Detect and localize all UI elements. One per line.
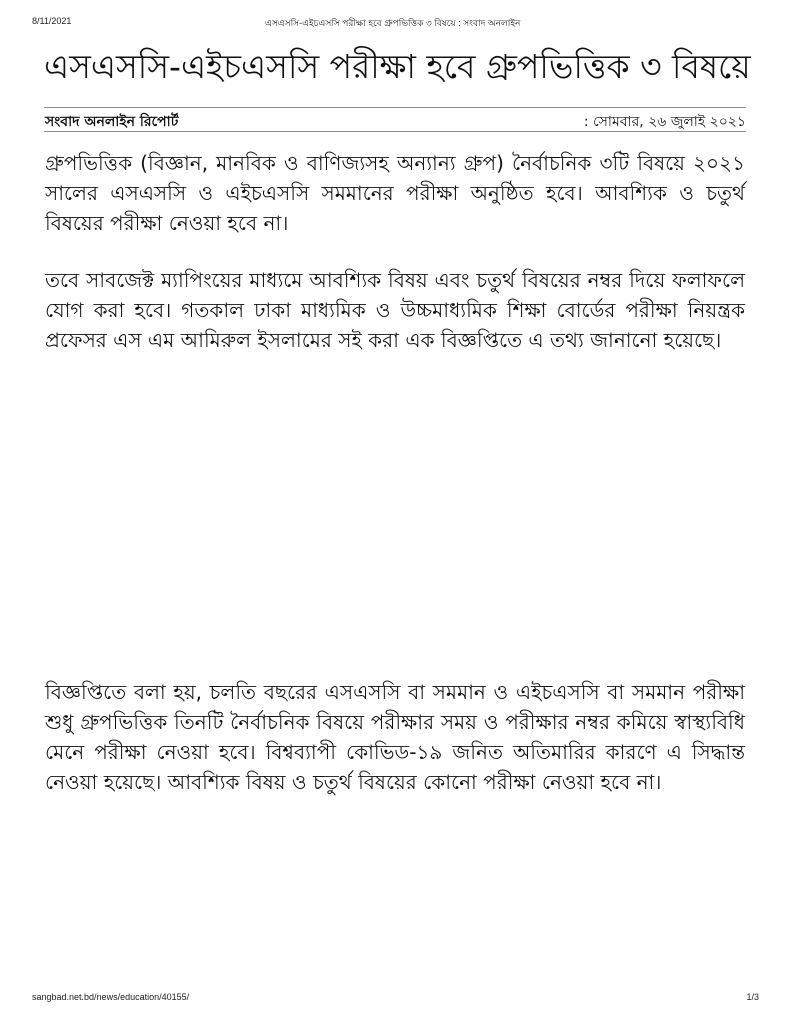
article-date: : সোমবার, ২৬ জুলাই ২০২১ (583, 114, 746, 130)
article-paragraph: গ্রুপভিত্তিক (বিজ্ঞান, মানবিক ও বাণিজ্যসহ অন্যান্য গ্রুপ) নৈর্বাচনিক ৩টি বিষয়ে ২০২১ সালের এসএসসি ও এইচএসসি সমমানের পরীক্ষা অনুষ্ঠিত হবে। আবশ্যিক ও চতুর্থ বিষয়ের পরীক্ষা নেওয়া হবে না। (45, 151, 745, 235)
print-url: sangbad.net.bd/news/education/40155/ (32, 992, 190, 1002)
divider-top (44, 107, 746, 108)
divider-bottom (44, 131, 746, 132)
article-paragraph: বিজ্ঞপ্তিতে বলা হয়, চলতি বছরের এসএসসি বা সমমান ও এইচএসসি বা সমমান পরীক্ষা শুধু গ্রুপভিত্তিক তিনটি নৈর্বাচনিক বিষয়ে পরীক্ষার সময় ও পরীক্ষার নম্বর কমিয়ে স্বাস্থ্যবিধি মেনে পরীক্ষা নেওয়া হবে। বিশ্বব্যাপী কোভিড-১৯ জনিত অতিমারির কারণে এ সিদ্ধান্ত নেওয়া হয়েছে। আবশ্যিক বিষয় ও চতুর্থ বিষয়ের কোনো পরীক্ষা নেওয়া হবে না। (45, 680, 745, 794)
print-date: 8/11/2021 (32, 16, 72, 26)
article-author: সংবাদ অনলাইন রিপোর্ট (45, 114, 179, 130)
article-headline: এসএসসি-এইচএসসি পরীক্ষা হবে গ্রুপভিত্তিক ৩ বিষয়ে (44, 47, 751, 86)
print-page-title: এসএসসি-এইচএসসি পরীক্ষা হবে গ্রুপভিত্তিক ৩ বিষয়ে : সংবাদ অনলাইন (265, 18, 521, 28)
print-page-number: 1/3 (746, 992, 759, 1002)
article-paragraph: তবে সাবজেক্ট ম্যাপিংয়ের মাধ্যমে আবশ্যিক বিষয় এবং চতুর্থ বিষয়ের নম্বর দিয়ে ফলাফলে যোগ করা হবে। গতকাল ঢাকা মাধ্যমিক ও উচ্চমাধ্যমিক শিক্ষা বোর্ডের পরীক্ষা নিয়ন্ত্রক প্রফেসর এস এম আমিরুল ইসলামের সই করা এক বিজ্ঞপ্তিতে এ তথ্য জানানো হয়েছে। (45, 268, 745, 352)
